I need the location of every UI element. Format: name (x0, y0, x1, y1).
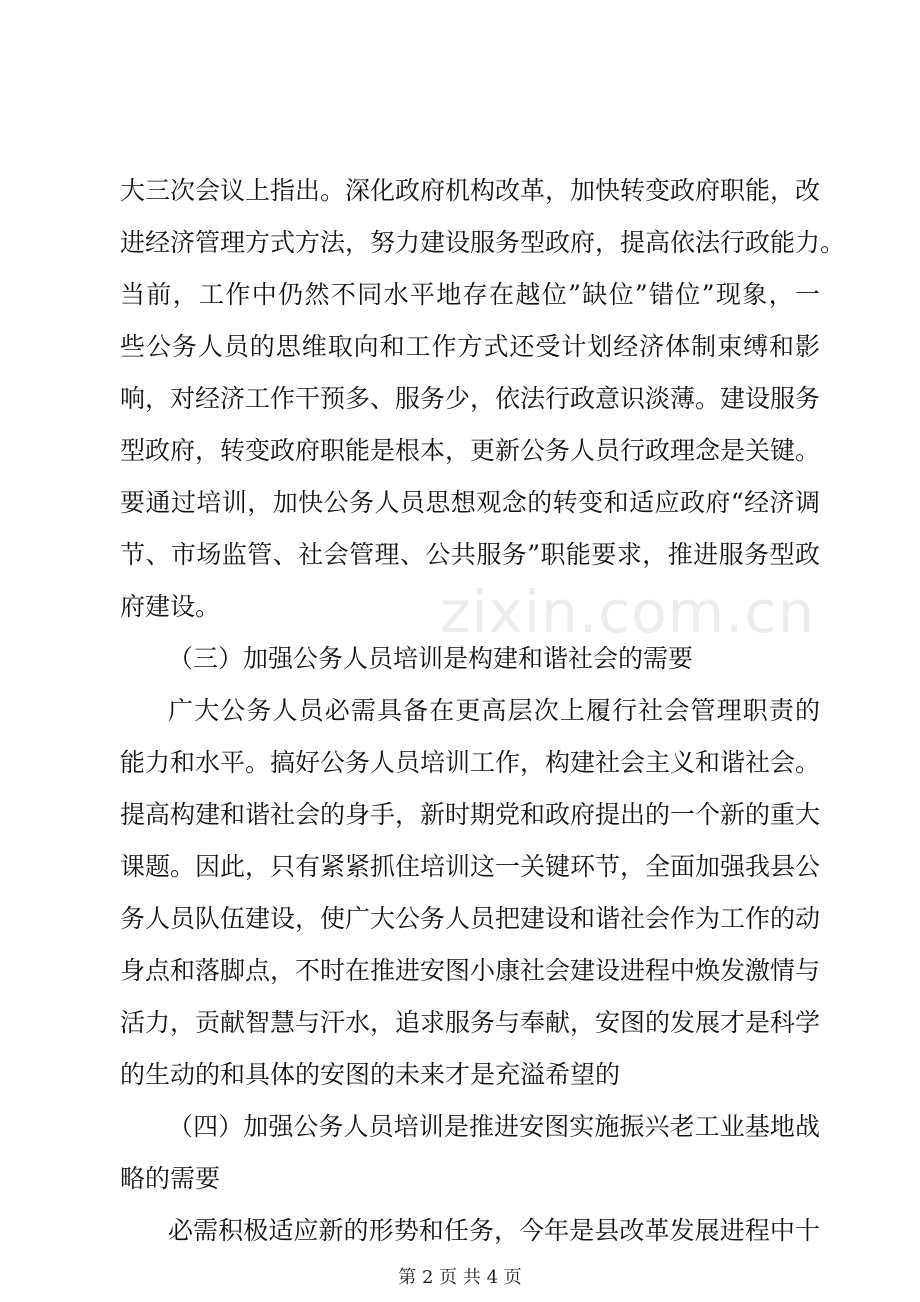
text-line: 必需积极适应新的形势和任务，今年是县改革发展进程中十 (168, 1216, 820, 1245)
text-line: 大三次会议上指出。深化政府机构改革，加快转变政府职能，改 (120, 176, 821, 205)
text-line: 府建设。 (120, 592, 221, 621)
text-line: 身点和落脚点，不时在推进安图小康社会建设进程中焕发激情与 (120, 956, 821, 985)
text-line: 的生动的和具体的安图的未来才是充溢希望的 (120, 1060, 621, 1089)
text-line: 广大公务人员必需具备在更高层次上履行社会管理职责的 (168, 696, 820, 725)
section-heading: （三）加强公务人员培训是构建和谐社会的需要 (168, 644, 694, 673)
text-line: 节、市场监管、社会管理、公共服务”职能要求，推进服务型政 (120, 540, 820, 569)
text-line: 要通过培训，加快公务人员思想观念的转变和适应政府“经济调 (120, 488, 820, 517)
text-line: 当前，工作中仍然不同水平地存在越位”缺位”错位”现象，一 (120, 280, 820, 309)
section-heading-continued: 略的需要 (120, 1164, 221, 1193)
text-line: 提高构建和谐社会的身手，新时期党和政府提出的一个新的重大 (120, 800, 821, 829)
text-line: 响，对经济工作干预多、服务少，依法行政意识淡薄。建设服务 (120, 384, 821, 413)
watermark: zixin.com.cn (440, 578, 816, 646)
section-heading: （四）加强公务人员培训是推进安图实施振兴老工业基地战 (168, 1112, 820, 1141)
text-line: 活力，贡献智慧与汗水，追求服务与奉献，安图的发展才是科学 (120, 1008, 821, 1037)
text-line: 些公务人员的思维取向和工作方式还受计划经济体制束缚和影 (120, 332, 820, 361)
page-footer: 第 2 页 共 4 页 (398, 1267, 522, 1288)
text-line: 务人员队伍建设，使广大公务人员把建设和谐社会作为工作的动 (120, 904, 821, 933)
text-line: 型政府，转变政府职能是根本，更新公务人员行政理念是关键。 (120, 436, 821, 465)
text-line: 课题。因此，只有紧紧抓住培训这一关键环节，全面加强我县公 (120, 852, 821, 881)
text-line: 能力和水平。搞好公务人员培训工作，构建社会主义和谐社会。 (120, 748, 821, 777)
text-line: 进经济管理方式方法，努力建设服务型政府，提高依法行政能力。 (120, 228, 846, 257)
